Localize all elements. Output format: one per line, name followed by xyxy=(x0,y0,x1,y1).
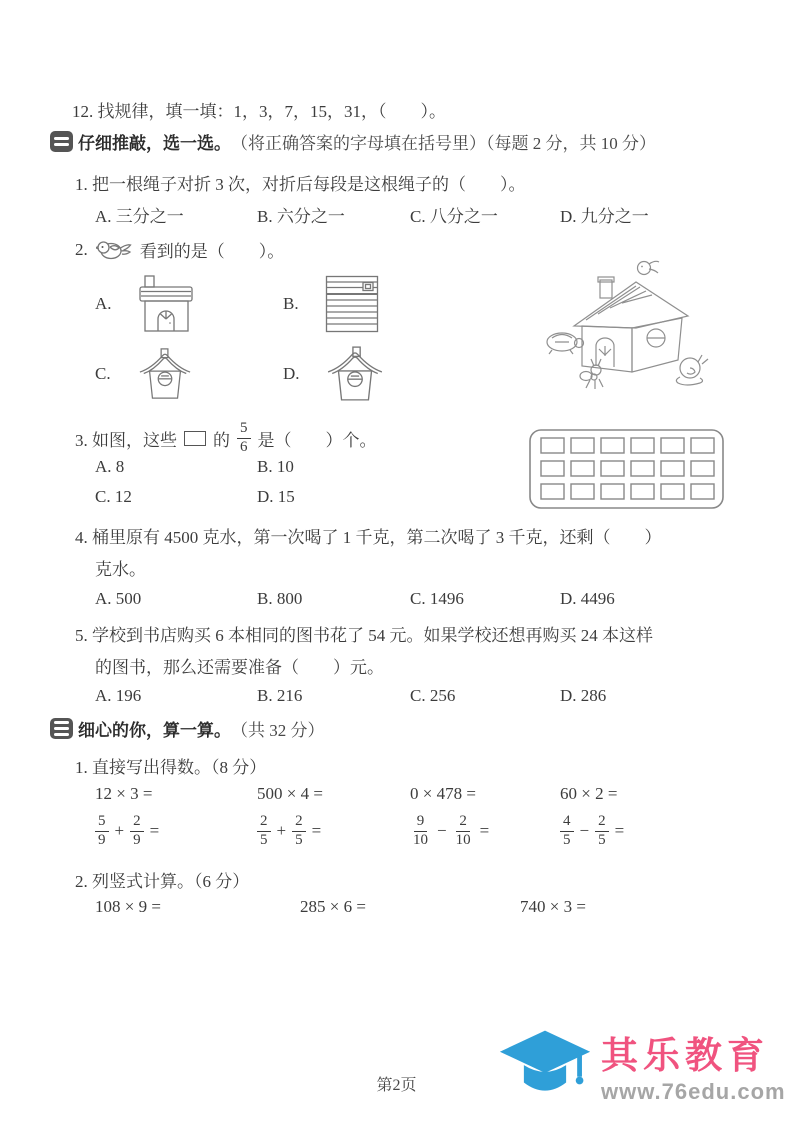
question-1-options xyxy=(95,202,649,227)
option-c-label: C. xyxy=(95,364,111,383)
denominator: 9 xyxy=(98,831,106,848)
section-choice-header xyxy=(50,129,656,154)
bird-icon xyxy=(96,238,132,262)
option-d-house-back xyxy=(283,342,385,406)
calc-part1-label-text: 1. 直接写出得数。（8 分） xyxy=(75,758,267,777)
expression: 60 × 2 = xyxy=(560,784,618,803)
graduation-cap-icon xyxy=(497,1026,593,1112)
question-3-suffix: 是（ ）个。 xyxy=(257,430,377,450)
publisher-logo-text xyxy=(601,1036,786,1105)
option-d: D. 4496 xyxy=(560,589,615,608)
question-3 xyxy=(75,420,377,456)
expression: 500 × 4 = xyxy=(257,784,323,803)
question-5-line2: 的图书，那么还需要准备（ ）元。 xyxy=(95,658,384,677)
question-4-options xyxy=(95,589,615,609)
expression: 12 × 3 = xyxy=(95,784,153,803)
question-12-fill-pattern xyxy=(72,97,446,122)
numerator: 2 xyxy=(130,813,144,832)
question-1-text: 1. 把一根绳子对折 3 次，对折后每段是这根绳子的（ ）。 xyxy=(75,175,526,194)
question-3-prefix: 3. 如图，这些 xyxy=(75,430,177,450)
option-b-label: B. xyxy=(283,294,299,313)
operator: − xyxy=(579,821,590,841)
question-3-mid: 的 xyxy=(213,430,230,450)
question-2 xyxy=(75,237,284,262)
option-a-house-front xyxy=(95,272,283,336)
fraction-expression xyxy=(257,813,410,849)
option-c: C. 1496 xyxy=(410,589,464,608)
fraction-expression xyxy=(560,813,624,849)
denominator: 9 xyxy=(133,831,141,848)
calc-part2-label-text: 2. 列竖式计算。（6 分） xyxy=(75,872,250,891)
option-b: B. 六分之一 xyxy=(257,207,345,226)
option-d: D. 286 xyxy=(560,686,607,705)
rectangle-grid-illustration xyxy=(528,428,725,510)
option-a: A. 500 xyxy=(95,589,142,608)
section-choice-note: （将正确答案的字母填在括号里）（每题 2 分，共 10 分） xyxy=(231,134,656,153)
question-1 xyxy=(75,170,526,195)
denominator: 5 xyxy=(598,831,606,848)
calc-part1-label xyxy=(75,753,266,778)
question-2-text: 看到的是（ ）。 xyxy=(139,242,285,261)
expression: 108 × 9 = xyxy=(95,897,161,916)
option-c: C. 八分之一 xyxy=(410,207,498,226)
denominator: 5 xyxy=(295,831,303,848)
numerator: 9 xyxy=(414,813,428,832)
operator: + xyxy=(114,821,125,841)
question-3-options xyxy=(95,457,415,507)
house-scene-illustration xyxy=(540,254,720,398)
equals-sign: = xyxy=(614,821,625,841)
fraction-expression xyxy=(410,813,560,849)
publisher-logo xyxy=(497,1026,786,1112)
section-calc-title: 细心的你，算一算。 xyxy=(78,721,231,740)
question-5-options xyxy=(95,686,606,706)
equals-sign: = xyxy=(311,821,322,841)
operator: + xyxy=(276,821,287,841)
numerator: 2 xyxy=(257,813,271,832)
question-4-line2: 克水。 xyxy=(95,560,146,579)
small-rectangle-glyph xyxy=(184,431,206,446)
question-2-options xyxy=(95,272,385,406)
section-calc-header xyxy=(50,716,325,741)
question-2-number: 2. xyxy=(75,239,88,259)
operator: − xyxy=(437,821,447,841)
equals-sign: = xyxy=(149,821,160,841)
section-two-badge-icon xyxy=(50,131,73,152)
option-b: B. 10 xyxy=(257,457,294,476)
calc-part2-expressions xyxy=(95,897,586,917)
calc-part2-label xyxy=(75,867,249,892)
numerator: 5 xyxy=(95,813,109,832)
page-number-text: 第2页 xyxy=(376,1077,417,1094)
numerator: 2 xyxy=(456,813,470,832)
option-a: A. 196 xyxy=(95,686,142,705)
house-front-view-icon xyxy=(137,273,195,335)
denominator: 10 xyxy=(413,831,428,848)
question-4 xyxy=(75,522,662,586)
roof-top-view-icon xyxy=(325,275,379,333)
denominator: 5 xyxy=(260,831,268,848)
numerator: 4 xyxy=(560,813,574,832)
calc-part1-fraction-expressions xyxy=(95,813,624,849)
section-three-badge-icon xyxy=(50,718,73,739)
option-c: C. 256 xyxy=(410,686,456,705)
option-a-label: A. xyxy=(95,294,112,313)
option-c: C. 12 xyxy=(95,487,132,506)
fraction-expression xyxy=(95,813,257,849)
fraction-5-6: $\frac{5}{6}$ xyxy=(237,420,251,456)
denominator: 10 xyxy=(455,831,471,848)
option-c-house-back xyxy=(95,342,283,406)
house-back-view-icon xyxy=(325,345,385,403)
denominator: 5 xyxy=(563,831,571,848)
option-d-label: D. xyxy=(283,364,300,383)
question-5-line1: 5. 学校到书店购买 6 本相同的图书花了 54 元。如果学校还想再购买 24 本这样 xyxy=(75,626,653,645)
option-b: B. 800 xyxy=(257,589,303,608)
calc-part1-expressions xyxy=(95,784,617,804)
option-b: B. 216 xyxy=(257,686,303,705)
expression: 0 × 478 = xyxy=(410,784,476,803)
brand-url: www.76edu.com xyxy=(601,1078,786,1104)
expression: 740 × 3 = xyxy=(520,897,586,916)
option-b-roof-top xyxy=(283,272,385,336)
brand-name: 其乐教育 xyxy=(601,1035,769,1076)
option-d: D. 15 xyxy=(257,487,295,506)
section-calc-note: （共 32 分） xyxy=(231,721,325,740)
option-a: A. 三分之一 xyxy=(95,207,184,226)
expression: 285 × 6 = xyxy=(300,897,366,916)
option-d: D. 九分之一 xyxy=(560,207,649,226)
question-4-line1: 4. 桶里原有 4500 克水，第一次喝了 1 千克，第二次喝了 3 千克，还剩（ ） xyxy=(75,528,662,547)
question-12-text: 12. 找规律，填一填：1，3，7，15，31，（ ）。 xyxy=(72,102,446,121)
question-5 xyxy=(75,620,653,684)
numerator: 2 xyxy=(292,813,306,832)
section-choice-title: 仔细推敲，选一选。 xyxy=(78,134,231,153)
numerator: 2 xyxy=(595,813,609,832)
house-back-view-icon xyxy=(137,346,193,402)
option-a: A. 8 xyxy=(95,457,125,476)
equals-sign: = xyxy=(479,821,490,841)
